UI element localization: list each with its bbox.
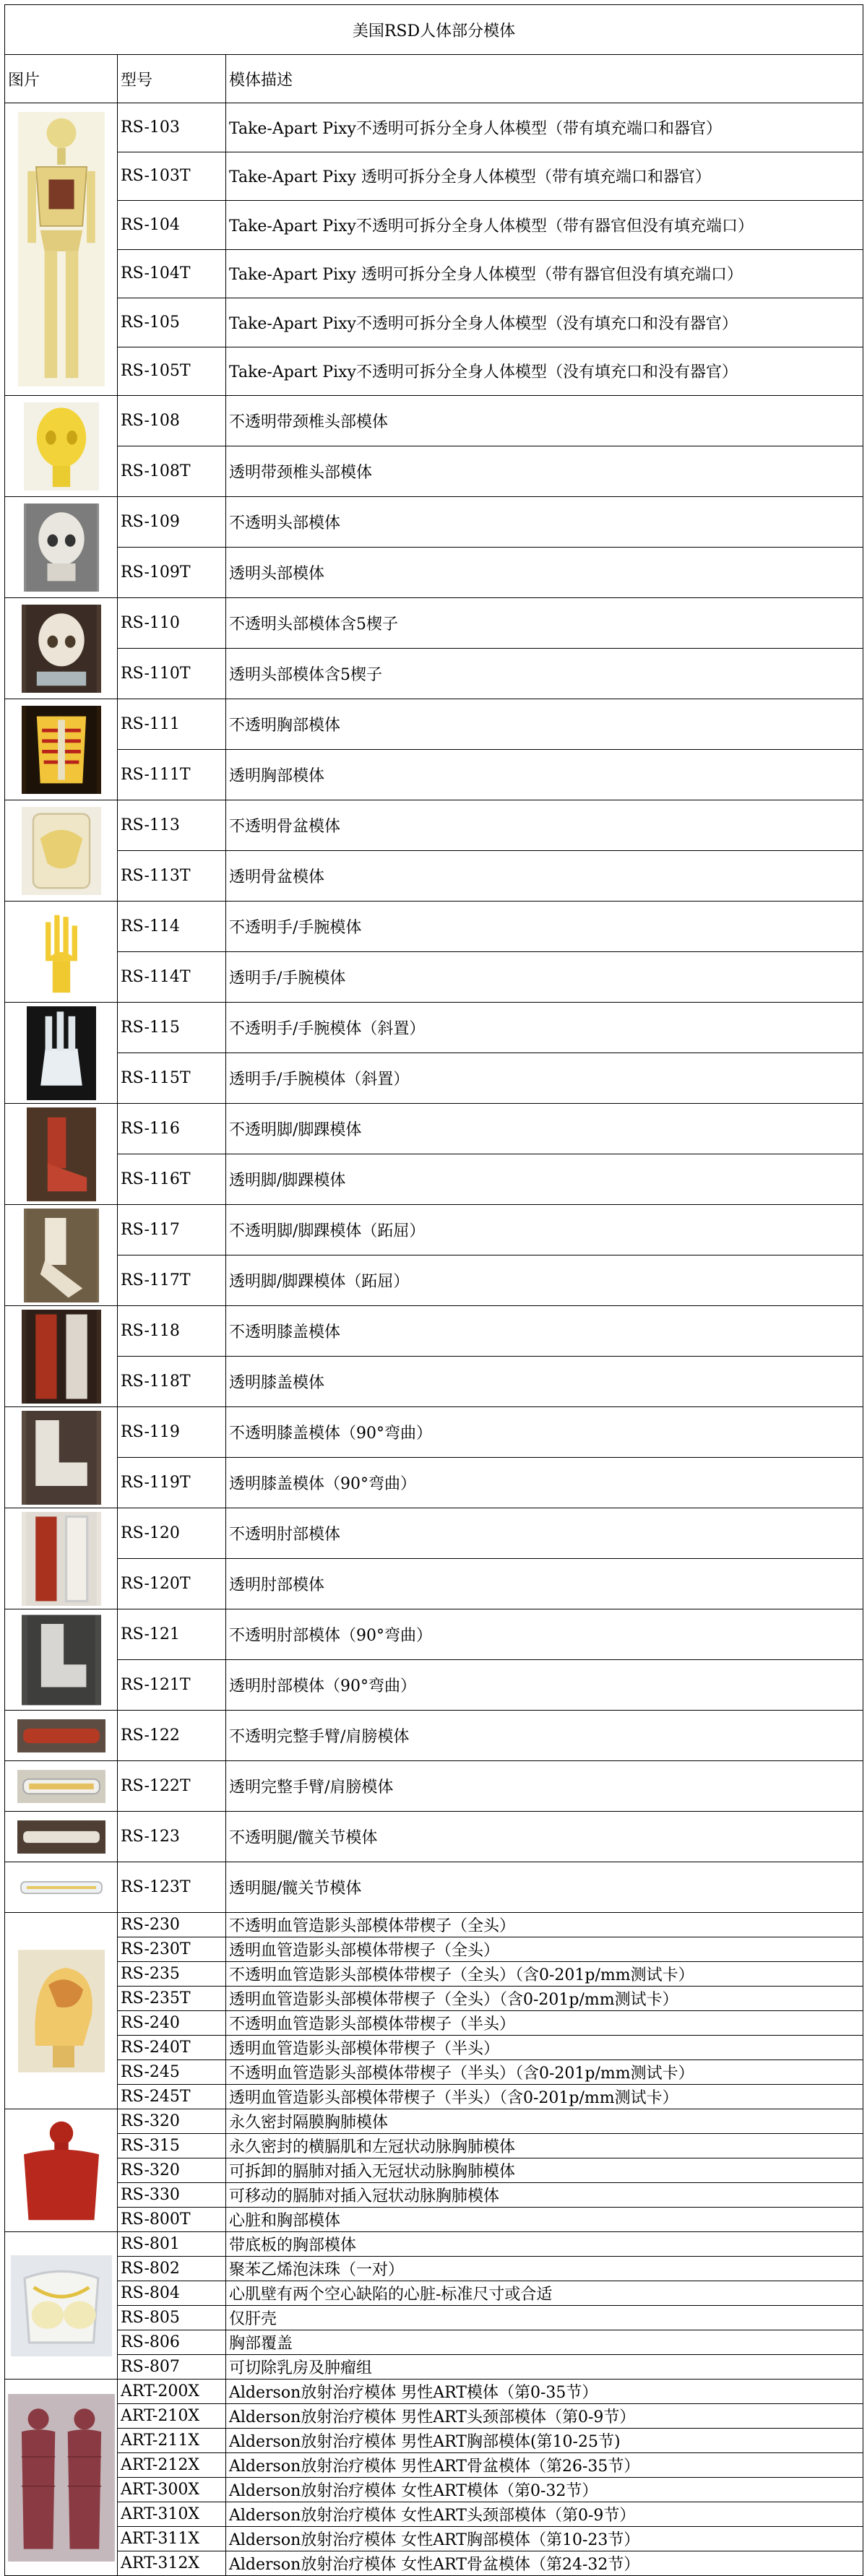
table-row (5, 1154, 863, 1205)
header-description: 模体描述 (226, 55, 863, 103)
product-photo-cell (5, 902, 118, 1003)
model-code: RS-104T (118, 249, 226, 298)
model-description: 不透明血管造影头部模体带楔子（半头） (226, 2011, 863, 2036)
elbow-photo (22, 1512, 101, 1606)
model-description: 胸部覆盖 (226, 2330, 863, 2355)
model-code: RS-115 (118, 1003, 226, 1053)
product-photo-cell (5, 396, 118, 497)
product-photo-cell (5, 1003, 118, 1104)
table-row (5, 2060, 863, 2085)
table-row (5, 2158, 863, 2183)
model-description: 带底板的胸部模体 (226, 2232, 863, 2257)
pelvis-photo (22, 807, 101, 895)
model-description: Alderson放射治疗模体 男性ART骨盆模体（第26-35节） (226, 2453, 863, 2478)
model-description: 透明胸部模体 (226, 750, 863, 800)
model-code: RS-235T (118, 1987, 226, 2011)
hand-oblique-photo (27, 1006, 96, 1100)
model-description: 透明完整手臂/肩膀模体 (226, 1761, 863, 1812)
model-code: ART-311X (118, 2527, 226, 2551)
model-code: RS-121 (118, 1609, 226, 1660)
model-description: 心肌壁有两个空心缺陷的心脏-标准尺寸或合适 (226, 2281, 863, 2306)
leg-photo (17, 1820, 105, 1854)
table-row (5, 1913, 863, 1937)
header-picture: 图片 (5, 55, 118, 103)
table-row (5, 1609, 863, 1660)
model-description: Take-Apart Pixy不透明可拆分全身人体模型（没有填充口和没有器官） (226, 347, 863, 396)
model-code: RS-800T (118, 2208, 226, 2232)
table-row (5, 2355, 863, 2380)
model-description: 透明膝盖模体（90°弯曲） (226, 1458, 863, 1508)
table-row (5, 598, 863, 649)
table-row (5, 2306, 863, 2330)
model-description: 透明肘部模体（90°弯曲） (226, 1660, 863, 1711)
table-row (5, 1711, 863, 1761)
model-code: RS-105 (118, 298, 226, 347)
model-description: 不透明完整手臂/肩膀模体 (226, 1711, 863, 1761)
chest-breast-photo (11, 2255, 112, 2356)
model-description: 不透明血管造影头部模体带楔子（全头）（含0-201p/mm测试卡） (226, 1962, 863, 1987)
model-description: 可切除乳房及肿瘤组 (226, 2355, 863, 2380)
model-description: Take-Apart Pixy不透明可拆分全身人体模型（带有器官但没有填充端口） (226, 201, 863, 250)
product-photo-cell (5, 1812, 118, 1862)
model-code: ART-310X (118, 2502, 226, 2527)
model-description: 永久密封隔膜胸肺模体 (226, 2109, 863, 2134)
table-row (5, 249, 863, 298)
model-description: 透明血管造影头部模体带楔子（全头）（含0-201p/mm测试卡） (226, 1987, 863, 2011)
table-row (5, 649, 863, 699)
model-code: RS-240T (118, 2036, 226, 2060)
model-code: RS-230 (118, 1913, 226, 1937)
skull-wedge-photo (22, 605, 101, 693)
model-description: 不透明带颈椎头部模体 (226, 396, 863, 446)
model-code: ART-312X (118, 2551, 226, 2576)
model-description: 透明腿/髋关节模体 (226, 1862, 863, 1913)
table-row (5, 2453, 863, 2478)
model-description: 透明骨盆模体 (226, 851, 863, 902)
model-description: 透明膝盖模体 (226, 1357, 863, 1407)
model-description: 透明头部模体含5楔子 (226, 649, 863, 699)
model-code: RS-114T (118, 952, 226, 1003)
model-code: RS-123 (118, 1812, 226, 1862)
table-row (5, 1053, 863, 1104)
model-code: RS-119 (118, 1407, 226, 1458)
yellow-head-photo (24, 402, 99, 490)
model-description: Alderson放射治疗模体 男性ART模体（第0-35节） (226, 2380, 863, 2404)
product-photo-cell (5, 2232, 118, 2380)
model-description: 透明手/手腕模体 (226, 952, 863, 1003)
table-row (5, 1407, 863, 1458)
product-photo-cell (5, 1407, 118, 1508)
model-description: 不透明血管造影头部模体带楔子（半头）（含0-201p/mm测试卡） (226, 2060, 863, 2085)
table-row (5, 103, 863, 152)
model-description: 透明血管造影头部模体带楔子（半头） (226, 2036, 863, 2060)
table-row (5, 2527, 863, 2551)
model-description: 心脏和胸部模体 (226, 2208, 863, 2232)
model-code: RS-116 (118, 1104, 226, 1154)
model-description: Take-Apart Pixy不透明可拆分全身人体模型（带有填充端口和器官） (226, 103, 863, 152)
hand-photo (33, 908, 90, 996)
model-code: RS-111 (118, 699, 226, 750)
table-row (5, 800, 863, 851)
model-code: RS-245T (118, 2085, 226, 2109)
model-code: ART-211X (118, 2429, 226, 2453)
model-description: 聚苯乙烯泡沫珠（一对） (226, 2257, 863, 2281)
model-code: RS-114 (118, 902, 226, 952)
model-description: Alderson放射治疗模体 女性ART模体（第0-32节） (226, 2478, 863, 2502)
product-photo-cell (5, 1761, 118, 1812)
model-description: 不透明骨盆模体 (226, 800, 863, 851)
model-description: 不透明膝盖模体（90°弯曲） (226, 1407, 863, 1458)
table-row (5, 902, 863, 952)
model-description: 不透明血管造影头部模体带楔子（全头） (226, 1913, 863, 1937)
model-code: RS-804 (118, 2281, 226, 2306)
model-code: RS-320 (118, 2109, 226, 2134)
table-row (5, 1862, 863, 1913)
product-photo-cell (5, 497, 118, 598)
model-description: Alderson放射治疗模体 女性ART胸部模体（第10-23节） (226, 2527, 863, 2551)
model-description: 不透明头部模体 (226, 497, 863, 548)
leg-clear-photo (17, 1873, 105, 1902)
model-code: RS-113 (118, 800, 226, 851)
skeleton-photo (18, 112, 105, 386)
product-photo-cell (5, 598, 118, 699)
model-code: RS-320 (118, 2158, 226, 2183)
model-description: 透明脚/脚踝模体（跖屈） (226, 1255, 863, 1306)
product-photo-cell (5, 1711, 118, 1761)
product-photo-cell (5, 103, 118, 396)
model-code: RS-806 (118, 2330, 226, 2355)
model-code: RS-230T (118, 1937, 226, 1962)
arm-clear-photo (17, 1770, 105, 1803)
model-description: 永久密封的横膈肌和左冠状动脉胸肺模体 (226, 2134, 863, 2158)
table-row (5, 1104, 863, 1154)
table-row (5, 2257, 863, 2281)
elbow-bent-photo (22, 1615, 101, 1705)
model-code: RS-115T (118, 1053, 226, 1104)
model-code: RS-121T (118, 1660, 226, 1711)
model-code: RS-117 (118, 1205, 226, 1255)
model-code: RS-122T (118, 1761, 226, 1812)
table-body (5, 103, 863, 2576)
model-code: RS-111T (118, 750, 226, 800)
model-description: 透明肘部模体 (226, 1559, 863, 1609)
model-code: RS-110 (118, 598, 226, 649)
phantom-catalog-table (4, 4, 863, 2576)
model-code: RS-104 (118, 201, 226, 250)
table-row (5, 2183, 863, 2208)
model-code: RS-805 (118, 2306, 226, 2330)
model-description: 不透明肘部模体 (226, 1508, 863, 1559)
model-description: 不透明膝盖模体 (226, 1306, 863, 1357)
table-row (5, 1306, 863, 1357)
product-photo-cell (5, 1306, 118, 1407)
model-code: RS-802 (118, 2257, 226, 2281)
table-row (5, 2281, 863, 2306)
table-row (5, 1660, 863, 1711)
table-row (5, 497, 863, 548)
model-description: 透明头部模体 (226, 548, 863, 598)
table-row (5, 2551, 863, 2576)
model-code: RS-240 (118, 2011, 226, 2036)
product-photo-cell (5, 1609, 118, 1711)
table-row (5, 298, 863, 347)
table-row (5, 952, 863, 1003)
model-description: Alderson放射治疗模体 女性ART头颈部模体（第0-9节） (226, 2502, 863, 2527)
model-description: 不透明脚/脚踝模体（跖屈） (226, 1205, 863, 1255)
red-torso-photo (14, 2117, 108, 2225)
head-section-photo (18, 1950, 105, 2073)
table-row (5, 2109, 863, 2134)
table-row (5, 2380, 863, 2404)
table-row (5, 152, 863, 201)
table-row (5, 2134, 863, 2158)
table-row (5, 2208, 863, 2232)
product-photo-cell (5, 1862, 118, 1913)
model-code: RS-245 (118, 2060, 226, 2085)
table-row (5, 2232, 863, 2257)
table-row (5, 2011, 863, 2036)
table-row (5, 1761, 863, 1812)
table-row (5, 2429, 863, 2453)
model-code: RS-109 (118, 497, 226, 548)
table-row (5, 2404, 863, 2429)
model-description: 透明血管造影头部模体带楔子（全头） (226, 1937, 863, 1962)
model-code: ART-300X (118, 2478, 226, 2502)
model-description: Alderson放射治疗模体 女性ART骨盆模体（第24-32节） (226, 2551, 863, 2576)
table-row (5, 2478, 863, 2502)
model-code: RS-108T (118, 446, 226, 497)
product-photo-cell (5, 1508, 118, 1609)
table-row (5, 2085, 863, 2109)
product-photo-cell (5, 800, 118, 902)
table-row (5, 750, 863, 800)
model-code: RS-103T (118, 152, 226, 201)
table-row (5, 1357, 863, 1407)
table-row (5, 396, 863, 446)
model-code: RS-118 (118, 1306, 226, 1357)
table-row (5, 1255, 863, 1306)
table-row (5, 1458, 863, 1508)
model-description: 不透明手/手腕模体 (226, 902, 863, 952)
table-row (5, 1205, 863, 1255)
product-photo-cell (5, 2109, 118, 2232)
model-description: 不透明腿/髋关节模体 (226, 1812, 863, 1862)
table-row (5, 446, 863, 497)
table-row (5, 1508, 863, 1559)
arm-photo (17, 1719, 105, 1752)
model-code: RS-315 (118, 2134, 226, 2158)
model-description: 透明带颈椎头部模体 (226, 446, 863, 497)
model-description: Alderson放射治疗模体 男性ART头颈部模体（第0-9节） (226, 2404, 863, 2429)
table-title: 美国RSD人体部分模体 (5, 5, 863, 55)
model-description: 不透明手/手腕模体（斜置） (226, 1003, 863, 1053)
model-code: ART-212X (118, 2453, 226, 2478)
model-description: Take-Apart Pixy 透明可拆分全身人体模型（带有器官但没有填充端口） (226, 249, 863, 298)
model-description: 不透明脚/脚踝模体 (226, 1104, 863, 1154)
table-row (5, 2330, 863, 2355)
table-row (5, 2502, 863, 2527)
model-description: 仅肝壳 (226, 2306, 863, 2330)
model-code: RS-807 (118, 2355, 226, 2380)
model-code: ART-200X (118, 2380, 226, 2404)
model-description: 可拆卸的膈肺对插入无冠状动脉胸肺模体 (226, 2158, 863, 2183)
header-model: 型号 (118, 55, 226, 103)
model-code: RS-105T (118, 347, 226, 396)
table-row (5, 851, 863, 902)
chest-photo (22, 706, 101, 794)
model-code: RS-109T (118, 548, 226, 598)
table-row (5, 1937, 863, 1962)
model-code: ART-210X (118, 2404, 226, 2429)
product-photo-cell (5, 1205, 118, 1306)
table-row (5, 1812, 863, 1862)
model-code: RS-116T (118, 1154, 226, 1205)
model-description: 不透明肘部模体（90°弯曲） (226, 1609, 863, 1660)
product-photo-cell (5, 1104, 118, 1205)
model-description: 可移动的膈肺对插入冠状动脉胸肺模体 (226, 2183, 863, 2208)
model-code: RS-120 (118, 1508, 226, 1559)
model-description: 不透明胸部模体 (226, 699, 863, 750)
model-code: RS-330 (118, 2183, 226, 2208)
product-photo-cell (5, 2380, 118, 2576)
model-code: RS-801 (118, 2232, 226, 2257)
model-code: RS-122 (118, 1711, 226, 1761)
knee-bent-photo (22, 1411, 101, 1505)
model-description: 透明脚/脚踝模体 (226, 1154, 863, 1205)
model-code: RS-235 (118, 1962, 226, 1987)
model-description: Take-Apart Pixy 透明可拆分全身人体模型（带有填充端口和器官） (226, 152, 863, 201)
model-description: 透明血管造影头部模体带楔子（半头）（含0-201p/mm测试卡） (226, 2085, 863, 2109)
table-row (5, 2036, 863, 2060)
table-row (5, 1559, 863, 1609)
model-code: RS-113T (118, 851, 226, 902)
model-code: RS-118T (118, 1357, 226, 1407)
table-row (5, 699, 863, 750)
model-code: RS-103 (118, 103, 226, 152)
skull-photo (24, 503, 99, 592)
product-photo-cell (5, 699, 118, 800)
model-description: Take-Apart Pixy不透明可拆分全身人体模型（没有填充口和没有器官） (226, 298, 863, 347)
model-description: 不透明头部模体含5楔子 (226, 598, 863, 649)
model-code: RS-120T (118, 1559, 226, 1609)
table-row (5, 548, 863, 598)
model-code: RS-110T (118, 649, 226, 699)
foot-photo (27, 1107, 96, 1201)
model-code: RS-108 (118, 396, 226, 446)
table-row (5, 1003, 863, 1053)
foot-flexed-photo (24, 1209, 99, 1302)
table-row (5, 201, 863, 250)
model-code: RS-119T (118, 1458, 226, 1508)
model-description: Alderson放射治疗模体 男性ART胸部模体(第10-25节) (226, 2429, 863, 2453)
model-code: RS-117T (118, 1255, 226, 1306)
product-photo-cell (5, 1913, 118, 2109)
table-row (5, 347, 863, 396)
table-row (5, 1962, 863, 1987)
table-row (5, 1987, 863, 2011)
alderson-photo (8, 2394, 115, 2562)
model-description: 透明手/手腕模体（斜置） (226, 1053, 863, 1104)
knee-photo (22, 1310, 101, 1404)
model-code: RS-123T (118, 1862, 226, 1913)
